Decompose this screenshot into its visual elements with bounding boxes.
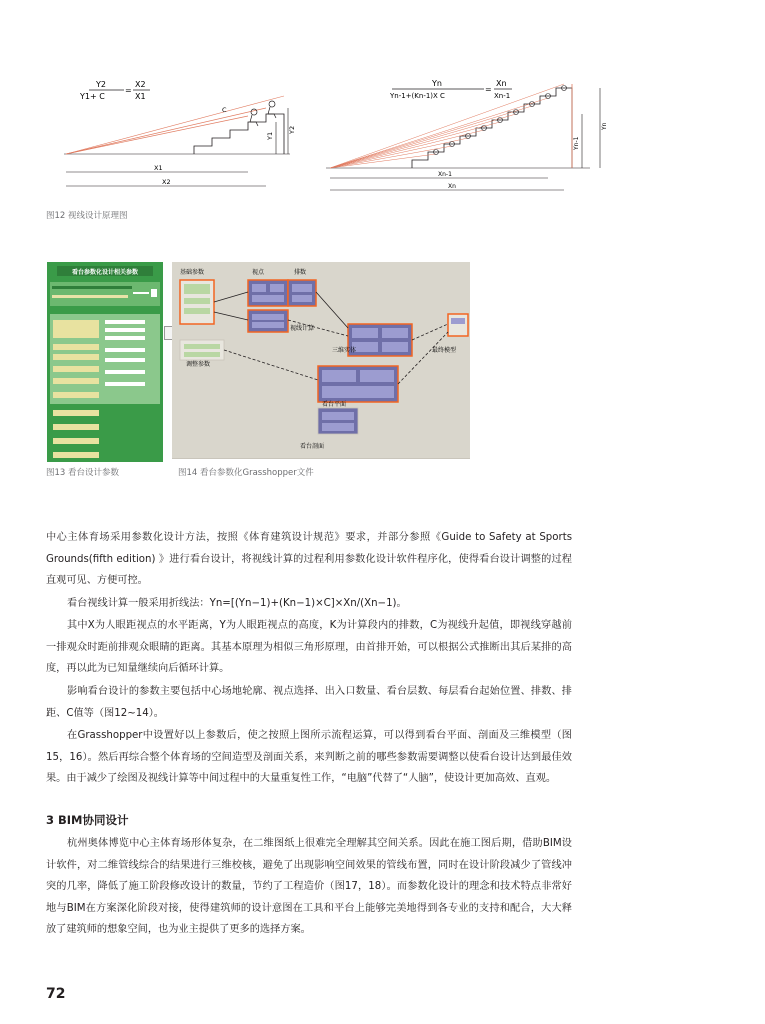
fig12-right-formula-den: Yn-1+(Kn-1)X C — [390, 92, 445, 100]
fig12-right-diagram — [326, 79, 608, 190]
fig12-left-diagram — [64, 80, 296, 186]
paragraph-2-formula: Yn=[(Yn−1)+(Kn−1)×C]×Xn/(Xn−1)。 — [209, 598, 407, 609]
fig12-right-formula-rhs-den: Xn-1 — [494, 92, 511, 100]
paragraph-6-text: 杭州奥体博览中心主体育场形体复杂，在二维图纸上很难完全理解其空间关系。因此在施工图后期，借助BIM设计软件，对二维管线综合的结果进行三维校核，避免了出现影响空间效果的管线布置，同时在设计阶段减少了管线冲突的几率，降低了施工阶段修改设计的数量，节约了工程造价（图17，18）。而参数化设计的理念和技术特点非常好地与BIM在方案深化阶段对接，使得建筑师的设计意图在工具和平台上能够完美地得到各专业的支持和配合，大大释放了建筑师的想象空间，也为业主提供了更多的选择方案。 — [46, 838, 572, 935]
svg-text:=: = — [125, 86, 132, 95]
fig13-caption: 图13 看台设计参数 — [46, 468, 120, 478]
paragraph-2 — [46, 593, 572, 615]
gh-label-view-calc: 视线计算 — [290, 325, 315, 332]
fig12-right-yn: Yn — [601, 122, 608, 130]
fig12-right-xn1: Xn-1 — [438, 171, 452, 178]
fig13-parameter-panel — [47, 262, 163, 462]
fig14-caption: 图14 看台参数化Grasshopper文件 — [178, 468, 314, 478]
fig12-left-formula-rhs-num: X2 — [135, 80, 146, 89]
gh-label-base-params: 基础参数 — [180, 269, 205, 276]
paragraph-5-text: 在Grasshopper中设置好以上参数后，使之按照上图所示流程运算，可以得到看台平面、剖面及三维模型（图15，16）。然后再综合整个体育场的空间造型及剖面关系，来判断之前的哪些参数需要调整以使看台设计达到最佳效果。由于减少了绘图及视线计算等中间过程中的大量重复性工作，“电脑”代替了“人脑”，使设计更加高效、直观。 — [46, 730, 572, 784]
fig13-panel-title: 看台参数化设计相关参数 — [71, 269, 138, 276]
fig12-left-c-label: C — [222, 106, 227, 114]
paragraph-4 — [46, 681, 572, 724]
gh-label-section: 看台剖面 — [300, 443, 325, 450]
gh-label-three-d: 三维实体 — [332, 347, 357, 354]
gh-label-export: 看台平面 — [322, 401, 347, 408]
fig12-left-formula-num: Y2 — [96, 80, 106, 89]
page-number: 72 — [46, 986, 66, 1002]
fig12-left-formula-den: Y1+ C — [80, 92, 105, 101]
gh-cluster-section — [318, 366, 398, 402]
gh-label-rows: 排数 — [294, 269, 307, 276]
figure-12-sightline-diagram — [44, 74, 624, 206]
section-heading-3: 3 BIM协同设计 — [46, 813, 129, 827]
fig12-left-formula-rhs-den: X1 — [135, 92, 146, 101]
fig12-right-xn: Xn — [448, 183, 456, 190]
paragraph-3 — [46, 615, 572, 680]
paragraph-3-text: 其中X为人眼距视点的水平距离，Y为人眼距视点的高度，K为计算段内的排数，C为视线升起值，即视线穿越前一排观众时距前排观众眼睛的距离。其基本原理为相似三角形原理，由首排开始，可以根据公式推断出其后某排的高度，再以此为已知量继续向后循环计算。 — [46, 620, 572, 674]
paragraph-2-label: 看台视线计算一般采用折线法： — [67, 598, 210, 609]
paragraph-1-text: 中心主体育场采用参数化设计方法，按照《体育建筑设计规范》要求，并部分参照《Guide to Safety at Sports Grounds(fifth edition) 》进行看台设计，将视线计算的过程利用参数化设计软件程序化，使得看台设计调整的过程直观可见、方便可控。 — [46, 532, 572, 586]
gh-label-adjust-params: 调整参数 — [186, 361, 211, 368]
fig12-left-x1: X1 — [154, 164, 163, 172]
fig12-right-formula-rhs-num: Xn — [496, 79, 507, 88]
paragraph-4-text: 影响看台设计的参数主要包括中心场地轮廓、视点选择、出入口数量、看台层数、每层看台起始位置、排数、排距、C值等（图12~14）。 — [46, 686, 572, 719]
paragraph-6 — [46, 833, 572, 941]
figure-14-grasshopper-canvas — [172, 262, 470, 458]
fig12-left-y1: Y1 — [266, 131, 274, 140]
paragraph-5 — [46, 725, 572, 790]
fig14-border — [172, 458, 470, 459]
gh-label-viewpoint: 视点 — [252, 269, 265, 276]
fig12-left-x2: X2 — [162, 178, 171, 186]
fig12-left-y2: Y2 — [288, 125, 296, 134]
fig12-right-formula-num: Yn — [432, 79, 442, 88]
fig12-right-yn1: Yn-1 — [573, 136, 580, 150]
fig12-caption: 图12 视线设计原理图 — [46, 211, 128, 221]
paragraph-1 — [46, 527, 572, 592]
gh-label-result: 最终模型 — [432, 347, 457, 354]
svg-text:=: = — [485, 85, 492, 94]
